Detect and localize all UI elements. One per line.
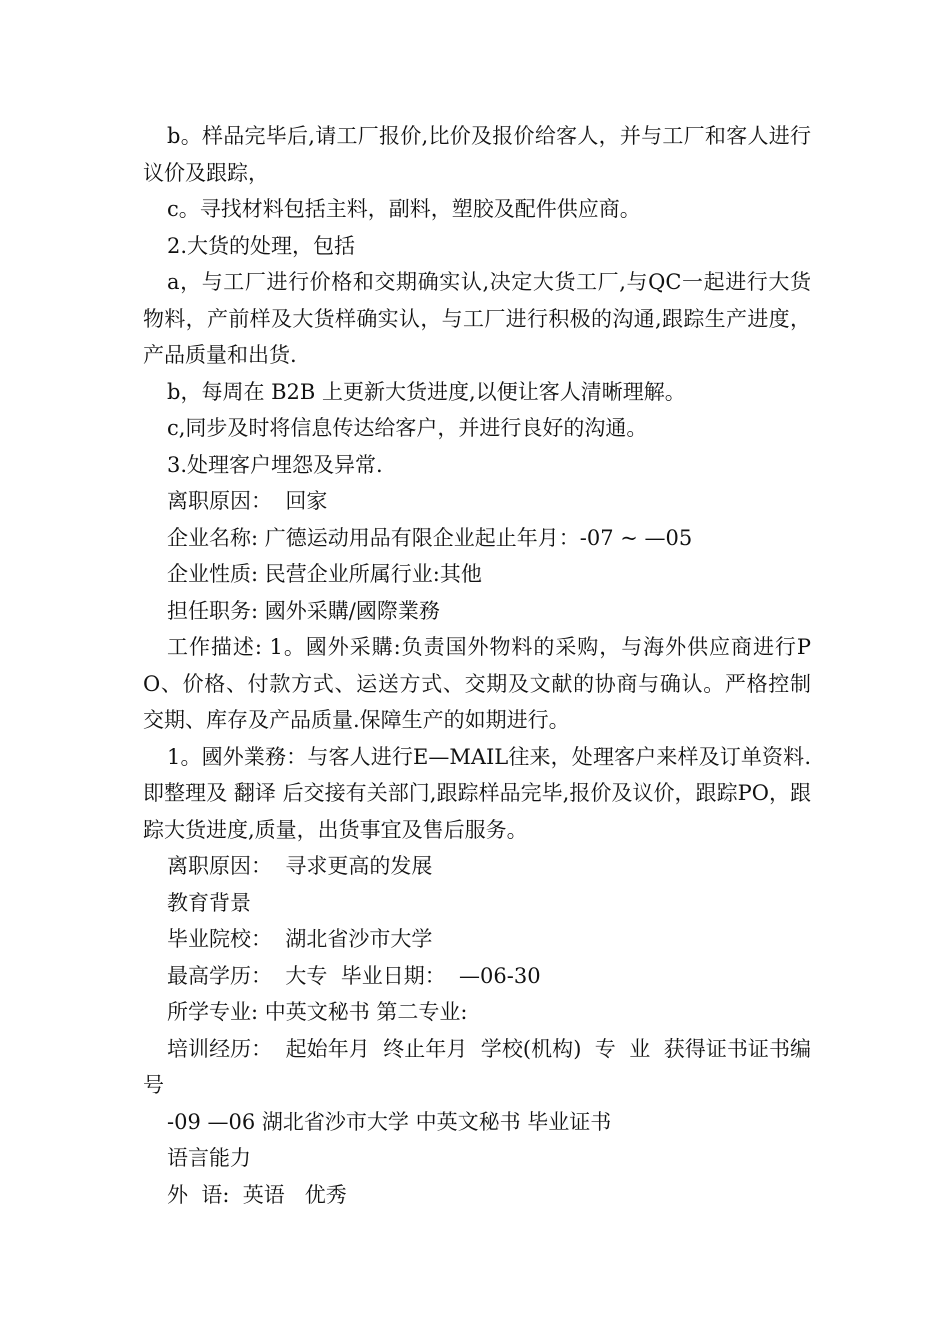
- sample-quote-paragraph: b。样品完毕后,请工厂报价,比价及报价给客人，并与工厂和客人进行议价及跟踪，: [143, 124, 811, 185]
- major-line: 所学专业: 中英文秘书 第二专业:: [167, 1000, 468, 1024]
- bulk-handling-heading: 2.大货的处理，包括: [167, 233, 356, 258]
- foreign-business-paragraph: 1。國外業務：与客人进行E—MAIL往来，处理客户来样及订单资料.即整理及 翻译 后交接有关部门,跟踪样品完毕,报价及议价，跟踪PO，跟踪大货进度,质量，出货事宜及售后服务。: [143, 744, 811, 842]
- language-heading: 语言能力: [167, 1146, 251, 1170]
- job-description-paragraph: 工作描述: 1。國外采購:负责国外物料的采购，与海外供应商进行PO、价格、付款方式、运送方式、交期及文献的协商与确认。严格控制交期、库存及产品质量.保障生产的如期进行。: [143, 635, 811, 732]
- foreign-language-line: 外 语: 英语 优秀: [167, 1182, 347, 1207]
- material-sourcing-paragraph: c。寻找材料包括主料，副料，塑胶及配件供应商。: [167, 197, 641, 221]
- company-type-line: 企业性质: 民营企业所属行业:其他: [167, 562, 482, 586]
- company-name-line: 企业名称: 广德运动用品有限企业起止年月：-07 ~ —05: [167, 525, 693, 550]
- training-header-line: 培训经历： 起始年月 终止年月 学校(机构) 专 业 获得证书证书编号: [143, 1036, 811, 1097]
- training-record-line: -09 —06 湖北省沙市大学 中英文秘书 毕业证书: [167, 1109, 612, 1134]
- weekly-update-paragraph: b，每周在 B2B 上更新大货进度,以便让客人清晰理解。: [167, 379, 686, 404]
- education-heading: 教育背景: [167, 890, 251, 915]
- graduate-school-line: 毕业院校： 湖北省沙市大学: [167, 927, 433, 951]
- document-body: [143, 118, 811, 1213]
- highest-degree-line: 最高学历： 大专 毕业日期： —06-30: [167, 963, 541, 988]
- leave-reason-1: 离职原因： 回家: [167, 489, 328, 513]
- leave-reason-2: 离职原因： 寻求更高的发展: [167, 854, 433, 878]
- complaint-handling-paragraph: 3.处理客户埋怨及异常.: [167, 452, 383, 477]
- sync-info-paragraph: c,同步及时将信息传达给客户，并进行良好的沟通。: [167, 416, 648, 440]
- bulk-price-confirm-paragraph: a，与工厂进行价格和交期确实认,决定大货工厂,与QC一起进行大货物料，产前样及大货样确实认，与工厂进行积极的沟通,跟踪生产进度，产品质量和出货.: [143, 270, 811, 367]
- position-line: 担任职务: 國外采購/國際業務: [167, 598, 440, 623]
